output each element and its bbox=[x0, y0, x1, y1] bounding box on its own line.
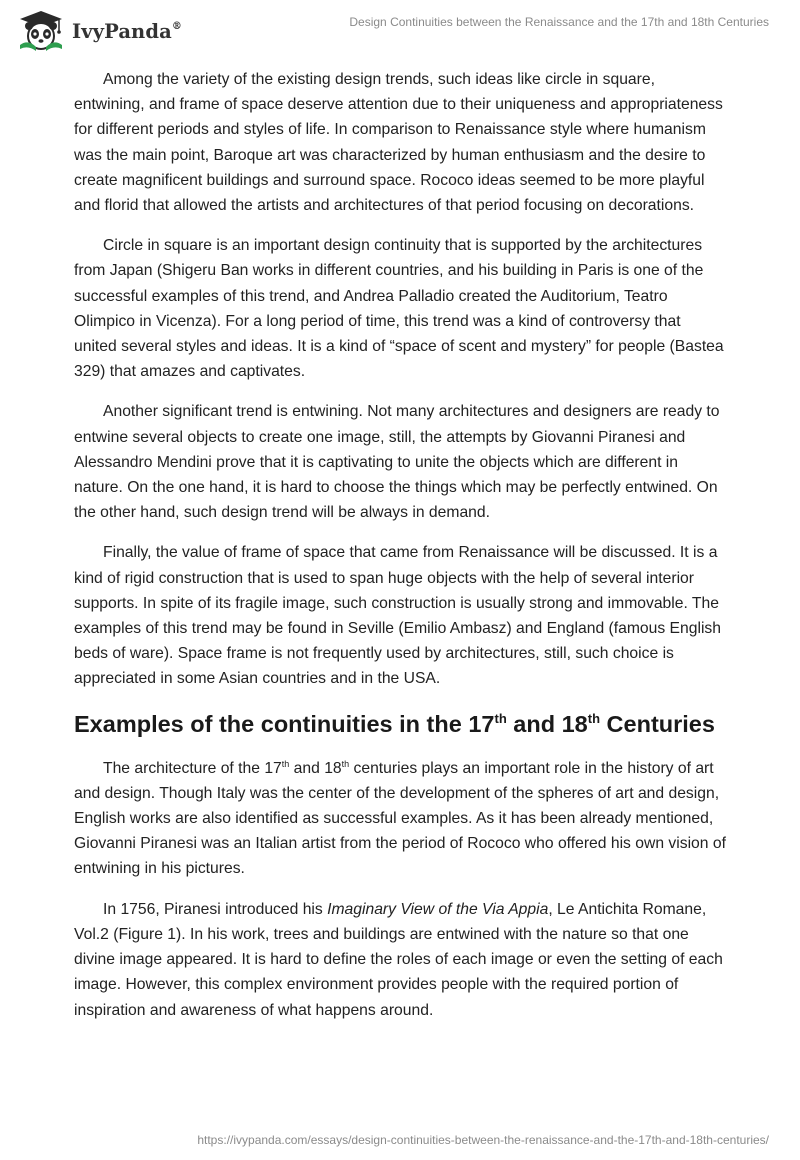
page-header bbox=[0, 0, 800, 60]
paragraph: Circle in square is an important design continuity that is supported by the architectures from Japan (Shigeru Ban works in different countries, and his building in Paris is one of the successful examples of this trend, and Andrea Palladio created the Auditorium, Teatro Olimpico in Vicenza). For a long period of time, this trend was a kind of controversy that united several styles and ideas. It is a kind of “space of scent and mystery” for people (Bastea 329) that amazes and captivates. bbox=[74, 237, 724, 381]
essay-body bbox=[74, 67, 726, 1038]
paragraph: In 1756, Piranesi introduced his Imaginary View of the Via Appia, Le Antichita Romane, Vol.2 (Figure 1). In his work, trees and buildings are entwined with the nature so that one divine image appeared. It is hard to define the roles of each image or even the setting of each image. However, this complex environment provides people with the required portion of inspiration and awareness of what happens around. bbox=[74, 900, 723, 1019]
document-title: Design Continuities between the Renaissance and the 17th and 18th Centuries bbox=[349, 15, 769, 29]
source-url-link[interactable]: https://ivypanda.com/essays/design-continuities-between-the-renaissance-and-the-17th-and-18th-centuries/ bbox=[197, 1133, 769, 1147]
brand-name: IvyPanda® bbox=[72, 19, 182, 43]
paragraph: Among the variety of the existing design trends, such ideas like circle in square, entwining, and frame of space deserve attention due to their uniqueness and appropriateness for different periods and styles of life. In comparison to Renaissance style where humanism was the main point, Baroque art was characterized by human enthusiasm and the desire to create magnificent buildings and surround space. Rococo ideas seemed to be more playful and florid that allowed the artists and architectures of that period focusing on decorations. bbox=[74, 71, 723, 215]
paragraph: Another significant trend is entwining. Not many architectures and designers are ready to entwine several objects to create one image, still, the attempts by Giovanni Piranesi and Alessandro Mendini prove that it is captivating to unite the objects which are different in nature. On the one hand, it is hard to choose the things which may be perfectly entwined. On the other hand, such design trend will be always in demand. bbox=[74, 403, 720, 522]
artwork-title: Imaginary View of the Via Appia bbox=[327, 900, 549, 918]
section-heading: Examples of the continuities in the 17th and 18th Centuries bbox=[74, 710, 715, 737]
ivypanda-logo[interactable] bbox=[14, 9, 182, 53]
panda-graduate-icon bbox=[14, 9, 68, 53]
paragraph: Finally, the value of frame of space that came from Renaissance will be discussed. It is a kind of rigid construction that is used to span huge objects with the help of several interior supports. In spite of its fragile image, such construction is usually strong and immovable. The examples of this trend may be found in Seville (Emilio Ambasz) and England (famous English beds of ware). Space frame is not frequently used by architectures, still, such choice is appreciated in some Asian countries and in the USA. bbox=[74, 544, 722, 688]
paragraph: The architecture of the 17th and 18th centuries plays an important role in the history of art and design. Though Italy was the center of the development of the spheres of art and design, English works are also identified as successful examples. As it has been already mentioned, Giovanni Piranesi was an Italian artist from the period of Rococo who offered his own vision of entwining in his pictures. bbox=[74, 758, 726, 878]
